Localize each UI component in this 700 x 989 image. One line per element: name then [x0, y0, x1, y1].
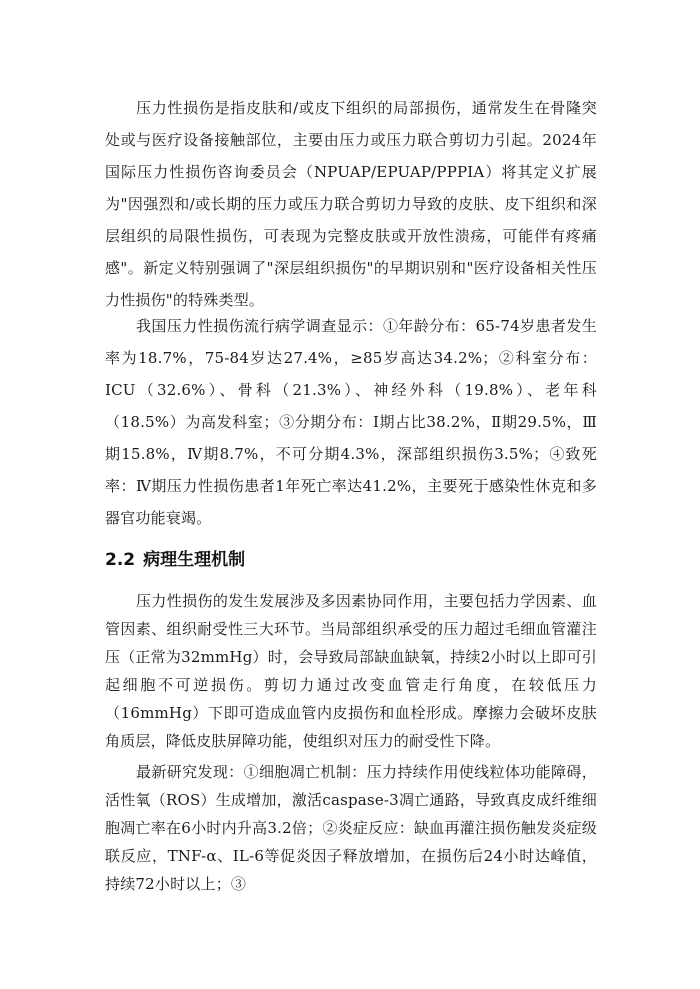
- paragraph-definition: 压力性损伤是指皮肤和/或皮下组织的局部损伤，通常发生在骨隆突处或与医疗设备接触部位，主要由压力或压力联合剪切力引起。2024年国际压力性损伤咨询委员会（NPUAP/EPUAP/PPPIA）将其定义扩展为"因强烈和/或长期的压力或压力联合剪切力导致的皮肤、皮下组织和深层组织的局限性损伤，可表现为完整皮肤或开放性溃疡，可能伴有疼痛感"。新定义特别强调了"深层组织损伤"的早期识别和"医疗设备相关性压力性损伤"的特殊类型。: [105, 99, 597, 309]
- section-number: 2.2: [105, 550, 136, 570]
- paragraph-epidemiology: 我国压力性损伤流行病学调查显示：①年龄分布：65-74岁患者发生率为18.7%，75-84岁达27.4%，≥85岁高达34.2%；②科室分布：ICU（32.6%）、骨科（21.3%）、神经外科（19.8%）、老年科（18.5%）为高发科室；③分期分布：Ⅰ期占比38.2%，Ⅱ期29.5%，Ⅲ期15.8%，Ⅳ期8.7%，不可分期4.3%，深部组织损伤3.5%；④致死率：Ⅳ期压力性损伤患者1年死亡率达41.2%，主要死于感染性休克和多器官功能衰竭。: [105, 317, 597, 527]
- paragraph-mechanism: 压力性损伤的发生发展涉及多因素协同作用，主要包括力学因素、血管因素、组织耐受性三大环节。当局部组织承受的压力超过毛细血管灌注压（正常为32mmHg）时，会导致局部缺血缺氧，持续2小时以上即可引起细胞不可逆损伤。剪切力通过改变血管走行角度，在较低压力（16mmHg）下即可造成血管内皮损伤和血栓形成。摩擦力会破坏皮肤角质层，降低皮肤屏障功能，使组织对压力的耐受性下降。: [105, 592, 597, 750]
- section-title: 病理生理机制: [143, 550, 246, 570]
- paragraph-latest-research: 最新研究发现：①细胞凋亡机制：压力持续作用使线粒体功能障碍，活性氧（ROS）生成增加，激活caspase-3凋亡通路，导致真皮成纤维细胞凋亡率在6小时内升高3.2倍；②炎症反应：缺血再灌注损伤触发炎症级联反应，TNF-α、IL-6等促炎因子释放增加，在损伤后24小时达峰值，持续72小时以上；③: [105, 763, 597, 893]
- section-heading: [105, 545, 245, 570]
